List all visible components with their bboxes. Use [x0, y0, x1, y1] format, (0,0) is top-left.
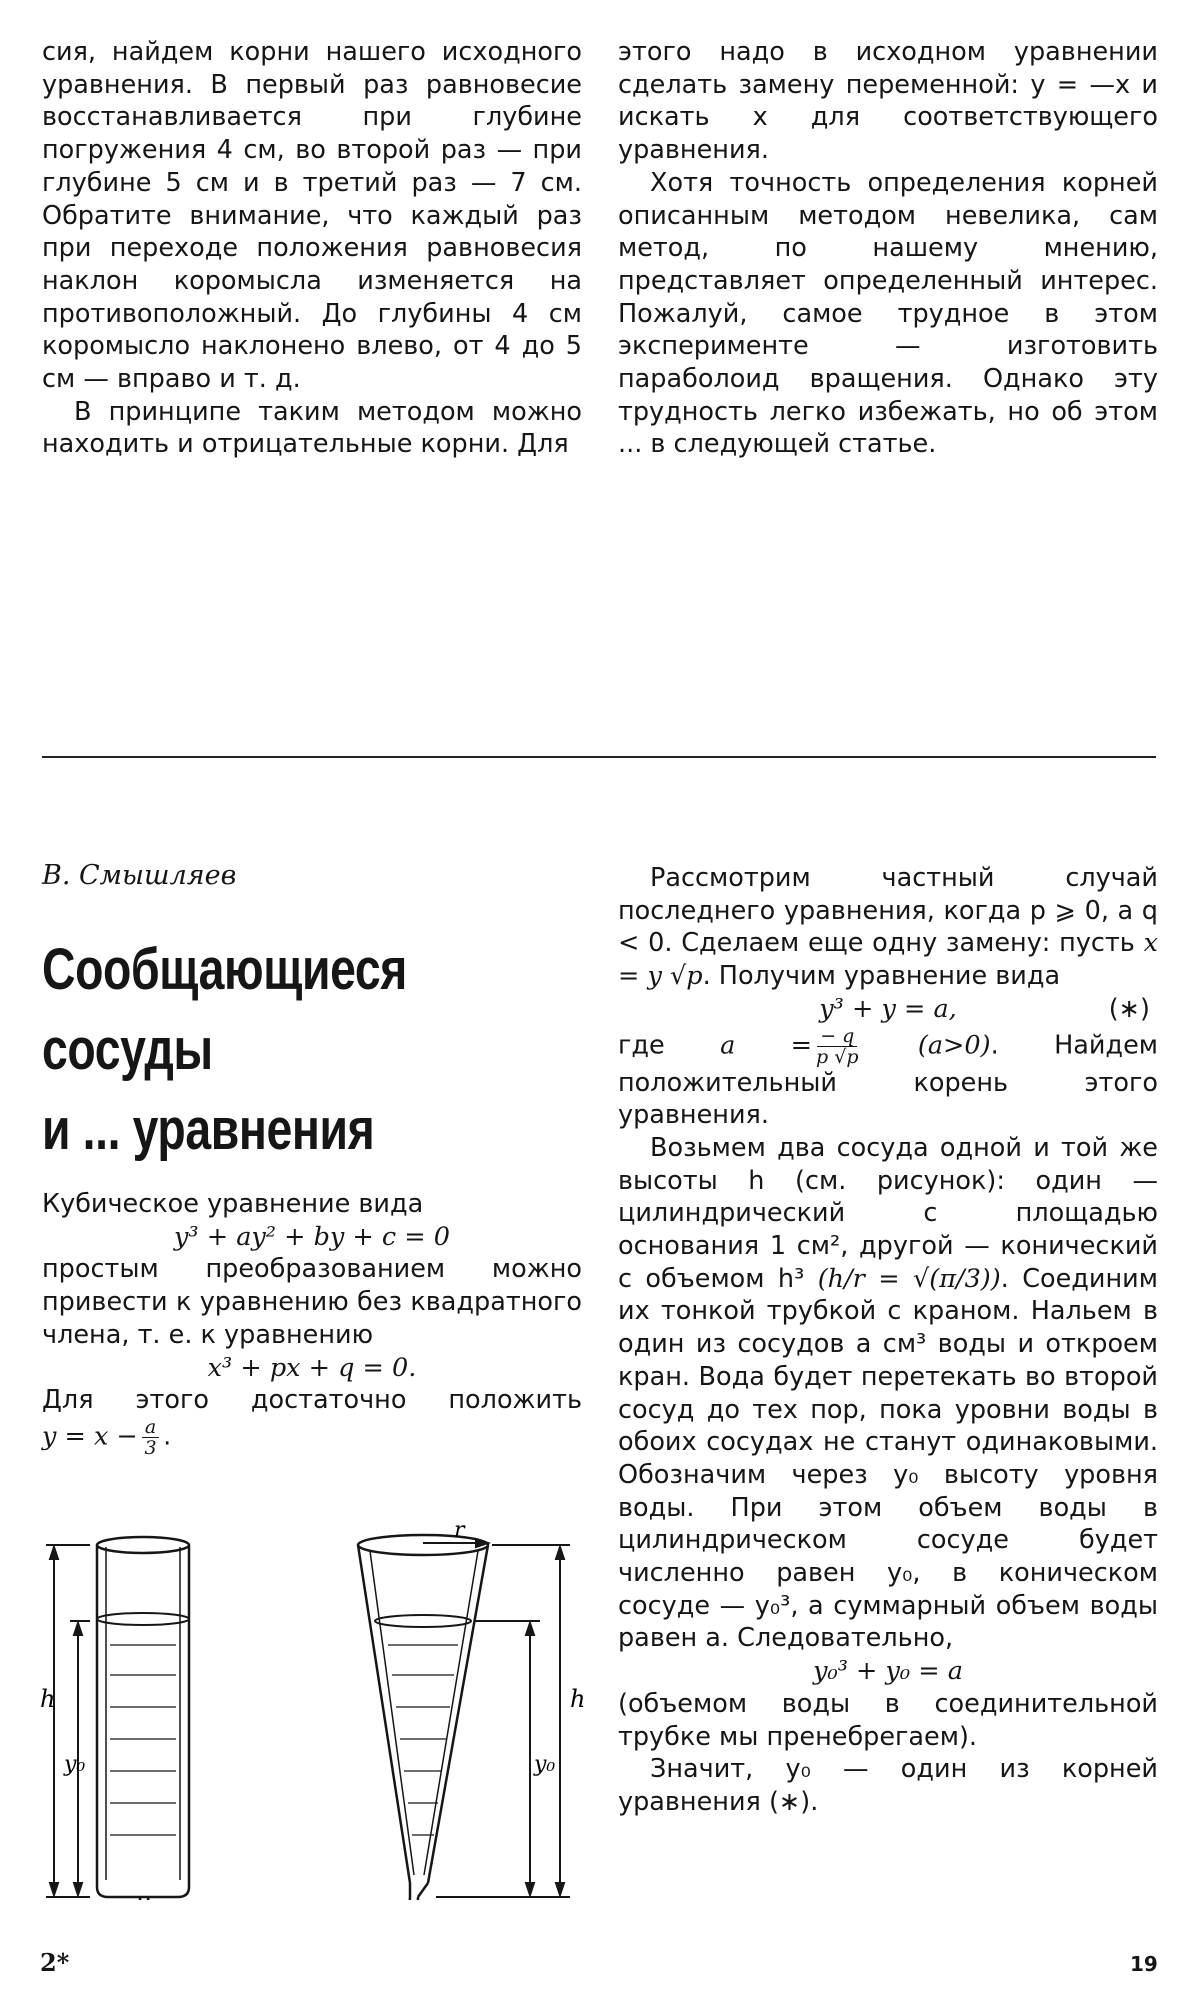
paragraph	[618, 1132, 1158, 1655]
equation-substitution	[42, 1417, 582, 1458]
title-line: Сообщающиеся	[42, 937, 407, 1002]
fraction-numerator: a	[142, 1417, 159, 1438]
article-title	[42, 930, 474, 1170]
signature-mark: 2*	[40, 1948, 70, 1977]
label-h-left: h	[40, 1685, 56, 1713]
label-y0-right: y₀	[534, 1752, 556, 1777]
formula-condition: (a>0)	[917, 1030, 991, 1061]
paragraph: этого надо в исходном уравнении сделать замену переменной: y = —x и искать x для соответствующего уравнения.	[618, 37, 1158, 166]
text-run: . Соединим их тонкой трубкой с краном. Нальем в один из сосудов a см³ воды и откроем кран. Вода будет перетекать во второй сосуд до тех пор, пока уровни воды в обоих сосудах не станут одинаковыми. Обозначим через y₀ высоту уровня воды. При этом объем воды в цилиндрическом сосуде будет численно равен y₀, в коническом сосуде — y₀³, а суммарный объем воды равен a. Следовательно,	[618, 1263, 1158, 1654]
text-run: . Получим уравнение вида	[702, 961, 1061, 992]
paragraph: В принципе таким методом можно находить и отрицательные корни. Для	[42, 396, 582, 460]
dimension-marks-left	[46, 1545, 90, 1897]
equation-final: y₀³ + y₀ = a	[813, 1656, 963, 1687]
top-left-column	[42, 36, 582, 461]
label-y0-left: y₀	[64, 1752, 86, 1777]
formula-a-lhs: a =	[720, 1030, 813, 1061]
equation-reduced: x³ + px + q = 0.	[207, 1352, 417, 1383]
paragraph: простым преобразованием можно привести к уравнению без квадратного члена, т. е. к уравнению	[42, 1254, 582, 1350]
label-r: r	[454, 1525, 465, 1543]
title-line: сосуды	[42, 1017, 213, 1082]
equation-cubic: y³ + ay² + by + c = 0	[173, 1221, 450, 1252]
section-divider	[42, 756, 1156, 758]
paragraph: сия, найдем корни нашего исходного уравнения. В первый раз равновесие восстанавливается при глубине погружения 4 см, во второй раз — при глубине 5 см и в третий раз — 7 см. Обратите внимание, что каждый раз при переходе положения равновесия наклон коромысла изменяется на противоположный. До глубины 4 см коромысло наклонено влево, от 4 до 5 см — вправо и т. д.	[42, 37, 582, 395]
page-number: 19	[1130, 1952, 1158, 1976]
subst-tail: .	[163, 1421, 172, 1452]
equation-label: (∗)	[1108, 993, 1150, 1024]
cone-vessel	[358, 1535, 488, 1897]
text-run: Возьмем два сосуда одной и той же высоты h (см. рисунок): один — цилиндрический с площадью основания 1 см², другой — конический с объемом h³	[618, 1132, 1158, 1294]
fraction	[142, 1417, 159, 1458]
fraction	[816, 1026, 858, 1067]
fraction-numerator: − q	[817, 1026, 857, 1047]
paragraph: Для этого достаточно положить	[42, 1385, 582, 1416]
paragraph: (объемом воды в соединительной трубке мы пренебрегаем).	[618, 1688, 1158, 1752]
cylinder-vessel	[97, 1537, 189, 1897]
bottom-left-column	[42, 1188, 582, 1458]
paragraph: Кубическое уравнение вида	[42, 1189, 424, 1219]
text-run: Рассмотрим частный случай последнего уравнения, когда p ⩾ 0, a q < 0. Сделаем еще одну замену: пусть	[618, 863, 1158, 959]
equation-star	[618, 993, 1158, 1026]
bottom-right-column	[618, 862, 1158, 1819]
subst-lhs: y = x −	[42, 1421, 138, 1452]
paragraph	[618, 1026, 1158, 1132]
article-author: В. Смышляев	[42, 860, 237, 891]
fraction-denominator: p √p	[816, 1045, 859, 1068]
equation-body: y³ + y = a,	[819, 993, 957, 1024]
text-run: где	[618, 1030, 665, 1061]
fraction-denominator: 3	[144, 1436, 157, 1459]
inline-formula: x = y √p	[618, 928, 1159, 992]
paragraph	[618, 862, 1158, 993]
title-line: и ... уравнения	[42, 1097, 375, 1162]
paragraph: Хотя точность определения корней описанным методом невелика, сам метод, по нашему мнению, представляет определенный интерес. Пожалуй, самое трудное в этом эксперименте — изготовить параболоид вращения. Однако эту трудность легко избежать, но об этом ... в следующей статье.	[618, 167, 1158, 460]
text-run: . Найдем положительный корень этого уравнения.	[618, 1030, 1158, 1131]
inline-formula: (h/r = √(π/3))	[817, 1263, 1001, 1294]
paragraph: Значит, y₀ — один из корней уравнения (∗).	[618, 1754, 1158, 1817]
label-h-right: h	[570, 1685, 585, 1713]
top-right-column	[618, 36, 1158, 461]
vessels-figure	[40, 1525, 585, 1900]
